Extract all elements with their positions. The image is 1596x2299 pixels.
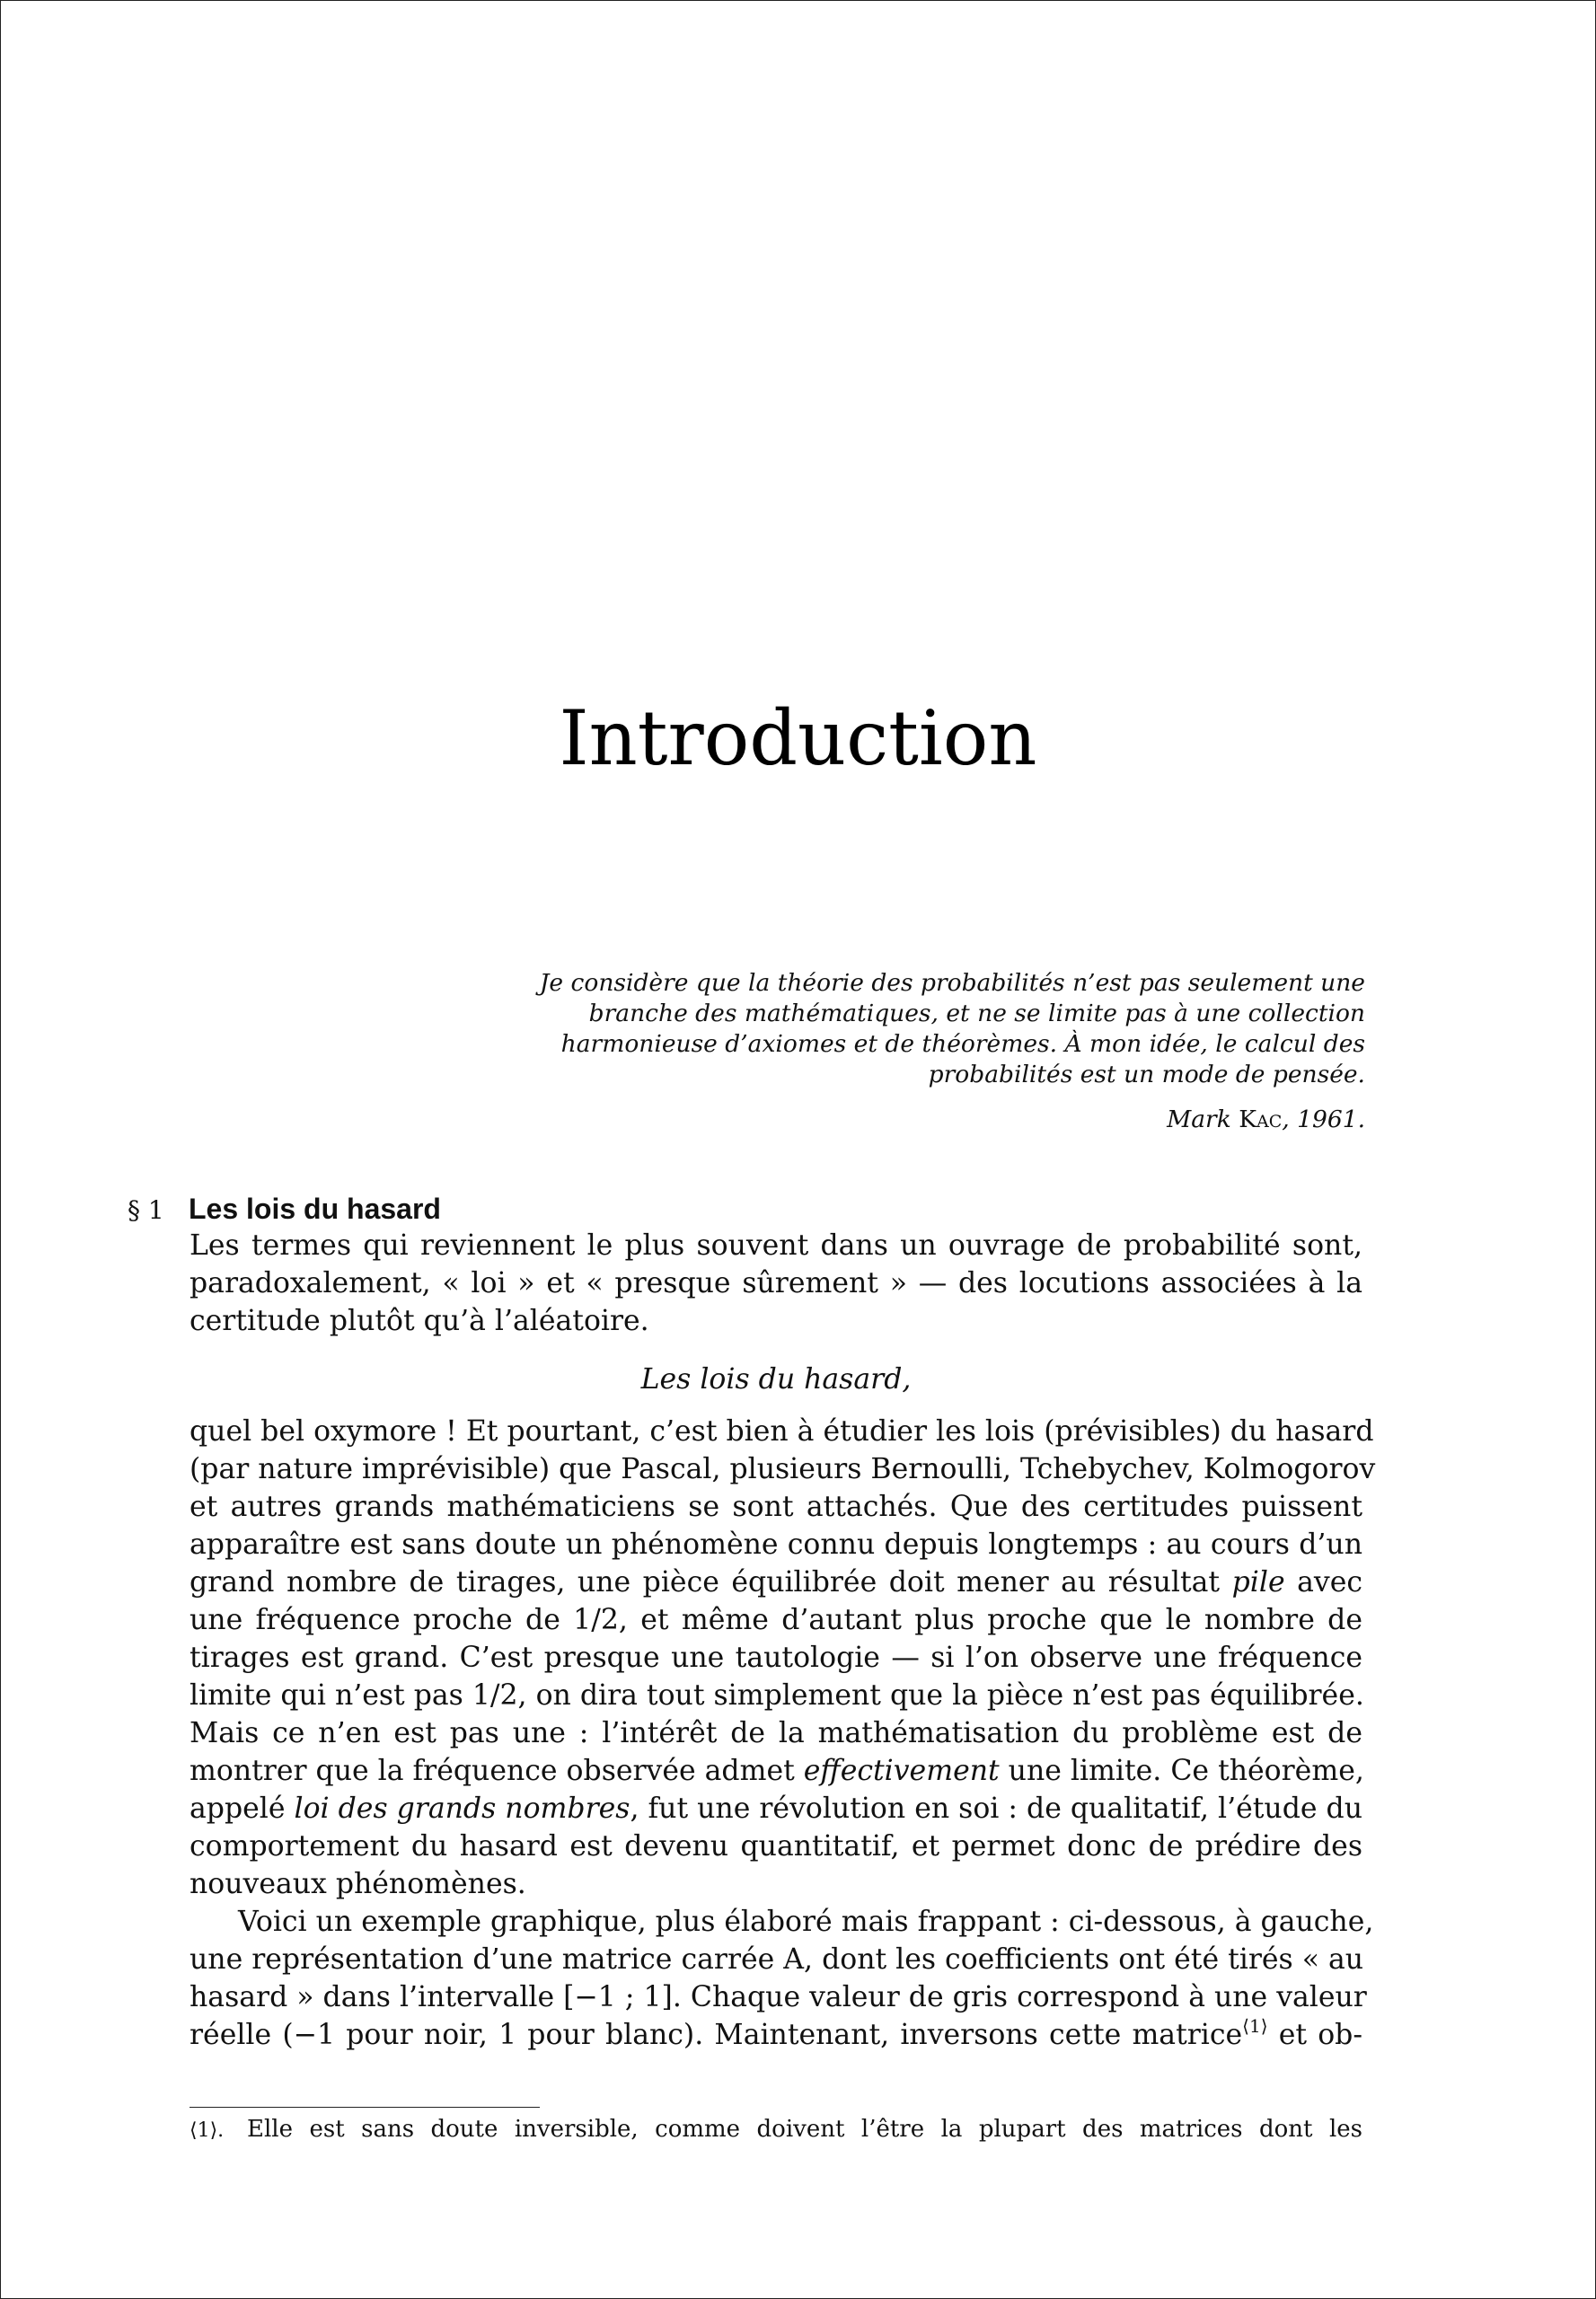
text-run: réelle (−1 pour noir, 1 pour blanc). Maintenant, inversons cette matrice: [190, 2019, 1243, 2051]
emphasis-text: pile: [1231, 1566, 1285, 1599]
text-line: limite qui n’est pas 1/2, on dira tout simplement que la pièce n’est pas équilibrée.: [190, 1679, 1364, 1712]
paragraph-1: [190, 1227, 1362, 1340]
text-line: quel bel oxymore ! Et pourtant, c’est bien à étudier les lois (prévisibles) du hasard: [190, 1415, 1374, 1448]
text-line: nouveaux phénomènes.: [190, 1868, 526, 1900]
text-line: certitude plutôt qu’à l’aléatoire.: [190, 1305, 649, 1337]
text-line: (par nature imprévisible) que Pascal, plusieurs Bernoulli, Tchebychev, Kolmogorov: [190, 1453, 1376, 1485]
text-line: et autres grands mathématiciens se sont attachés. Que des certitudes puissent: [190, 1491, 1362, 1523]
footnote-mark: ⟨1⟩.: [190, 2119, 225, 2142]
text-line: Voici un exemple graphique, plus élaboré mais frappant : ci-dessous, à gauche,: [238, 1906, 1374, 1938]
text-line: [190, 1563, 1362, 1601]
epigraph-line: harmonieuse d’axiomes et de théorèmes. À mon idée, le calcul des: [560, 1030, 1365, 1058]
text-line: [190, 1790, 1362, 1828]
text-run: montrer que la fréquence observée admet: [190, 1755, 804, 1787]
text-line: [190, 1752, 1362, 1790]
text-run: une limite. Ce théorème,: [999, 1755, 1364, 1787]
text-line: paradoxalement, « loi » et « presque sûrement » — des locutions associées à la: [190, 1267, 1362, 1299]
epigraph-quote: [539, 968, 1365, 1090]
emphasis-text: loi des grands nombres: [294, 1793, 630, 1825]
paragraph-3: [190, 1903, 1374, 2054]
paragraph-2: [190, 1413, 1376, 1903]
footnote-reference[interactable]: ⟨1⟩: [1242, 2015, 1268, 2037]
epigraph-year: , 1961.: [1282, 1105, 1365, 1133]
footnote-text: Elle est sans doute inversible, comme doivent l’être la plupart des matrices dont les: [247, 2116, 1362, 2143]
epigraph-line: Je considère que la théorie des probabilités n’est pas seulement une: [539, 969, 1365, 997]
section-title: Les lois du hasard: [189, 1193, 441, 1225]
text-run: et ob-: [1267, 2019, 1362, 2051]
text-line: une fréquence proche de 1/2, et même d’autant plus proche que le nombre de: [190, 1604, 1362, 1636]
chapter-title: Introduction: [559, 694, 1037, 782]
text-line: tirages est grand. C’est presque une tautologie — si l’on observe une fréquence: [190, 1642, 1362, 1674]
section-number: § 1: [128, 1195, 164, 1225]
text-line: une représentation d’une matrice carrée A, dont les coefficients ont été tirés « au: [190, 1943, 1364, 1976]
footnote-rule: [190, 2107, 540, 2108]
epigraph-attribution: [539, 1105, 1365, 1135]
centered-quote: Les lois du hasard,: [640, 1363, 912, 1396]
author-last-name: Kac: [1239, 1105, 1283, 1133]
text-line: Les termes qui reviennent le plus souvent dans un ouvrage de probabilité sont,: [190, 1229, 1362, 1262]
emphasis-text: effectivement: [803, 1755, 1000, 1787]
footnote: [190, 2114, 1362, 2146]
text-line: apparaître est sans doute un phénomène connu depuis longtemps : au cours d’un: [190, 1528, 1362, 1561]
text-line: hasard » dans l’intervalle [−1 ; 1]. Chaque valeur de gris correspond à une valeur: [190, 1981, 1367, 2013]
text-run: , fut une révolution en soi : de qualitatif, l’étude du: [630, 1793, 1362, 1825]
text-line: comportement du hasard est devenu quantitatif, et permet donc de prédire des: [190, 1830, 1362, 1863]
text-line: Mais ce n’en est pas une : l’intérêt de la mathématisation du problème est de: [190, 1717, 1362, 1749]
epigraph-line: probabilités est un mode de pensée.: [928, 1061, 1365, 1088]
text-run: appelé: [190, 1793, 295, 1825]
text-run: grand nombre de tirages, une pièce équilibrée doit mener au résultat: [190, 1566, 1232, 1599]
author-first-name: Mark: [1167, 1105, 1231, 1133]
epigraph-line: branche des mathématiques, et ne se limite pas à une collection: [588, 1000, 1365, 1027]
text-run: avec: [1284, 1566, 1362, 1599]
text-line: [190, 2016, 1362, 2054]
section-heading: [128, 1191, 441, 1229]
